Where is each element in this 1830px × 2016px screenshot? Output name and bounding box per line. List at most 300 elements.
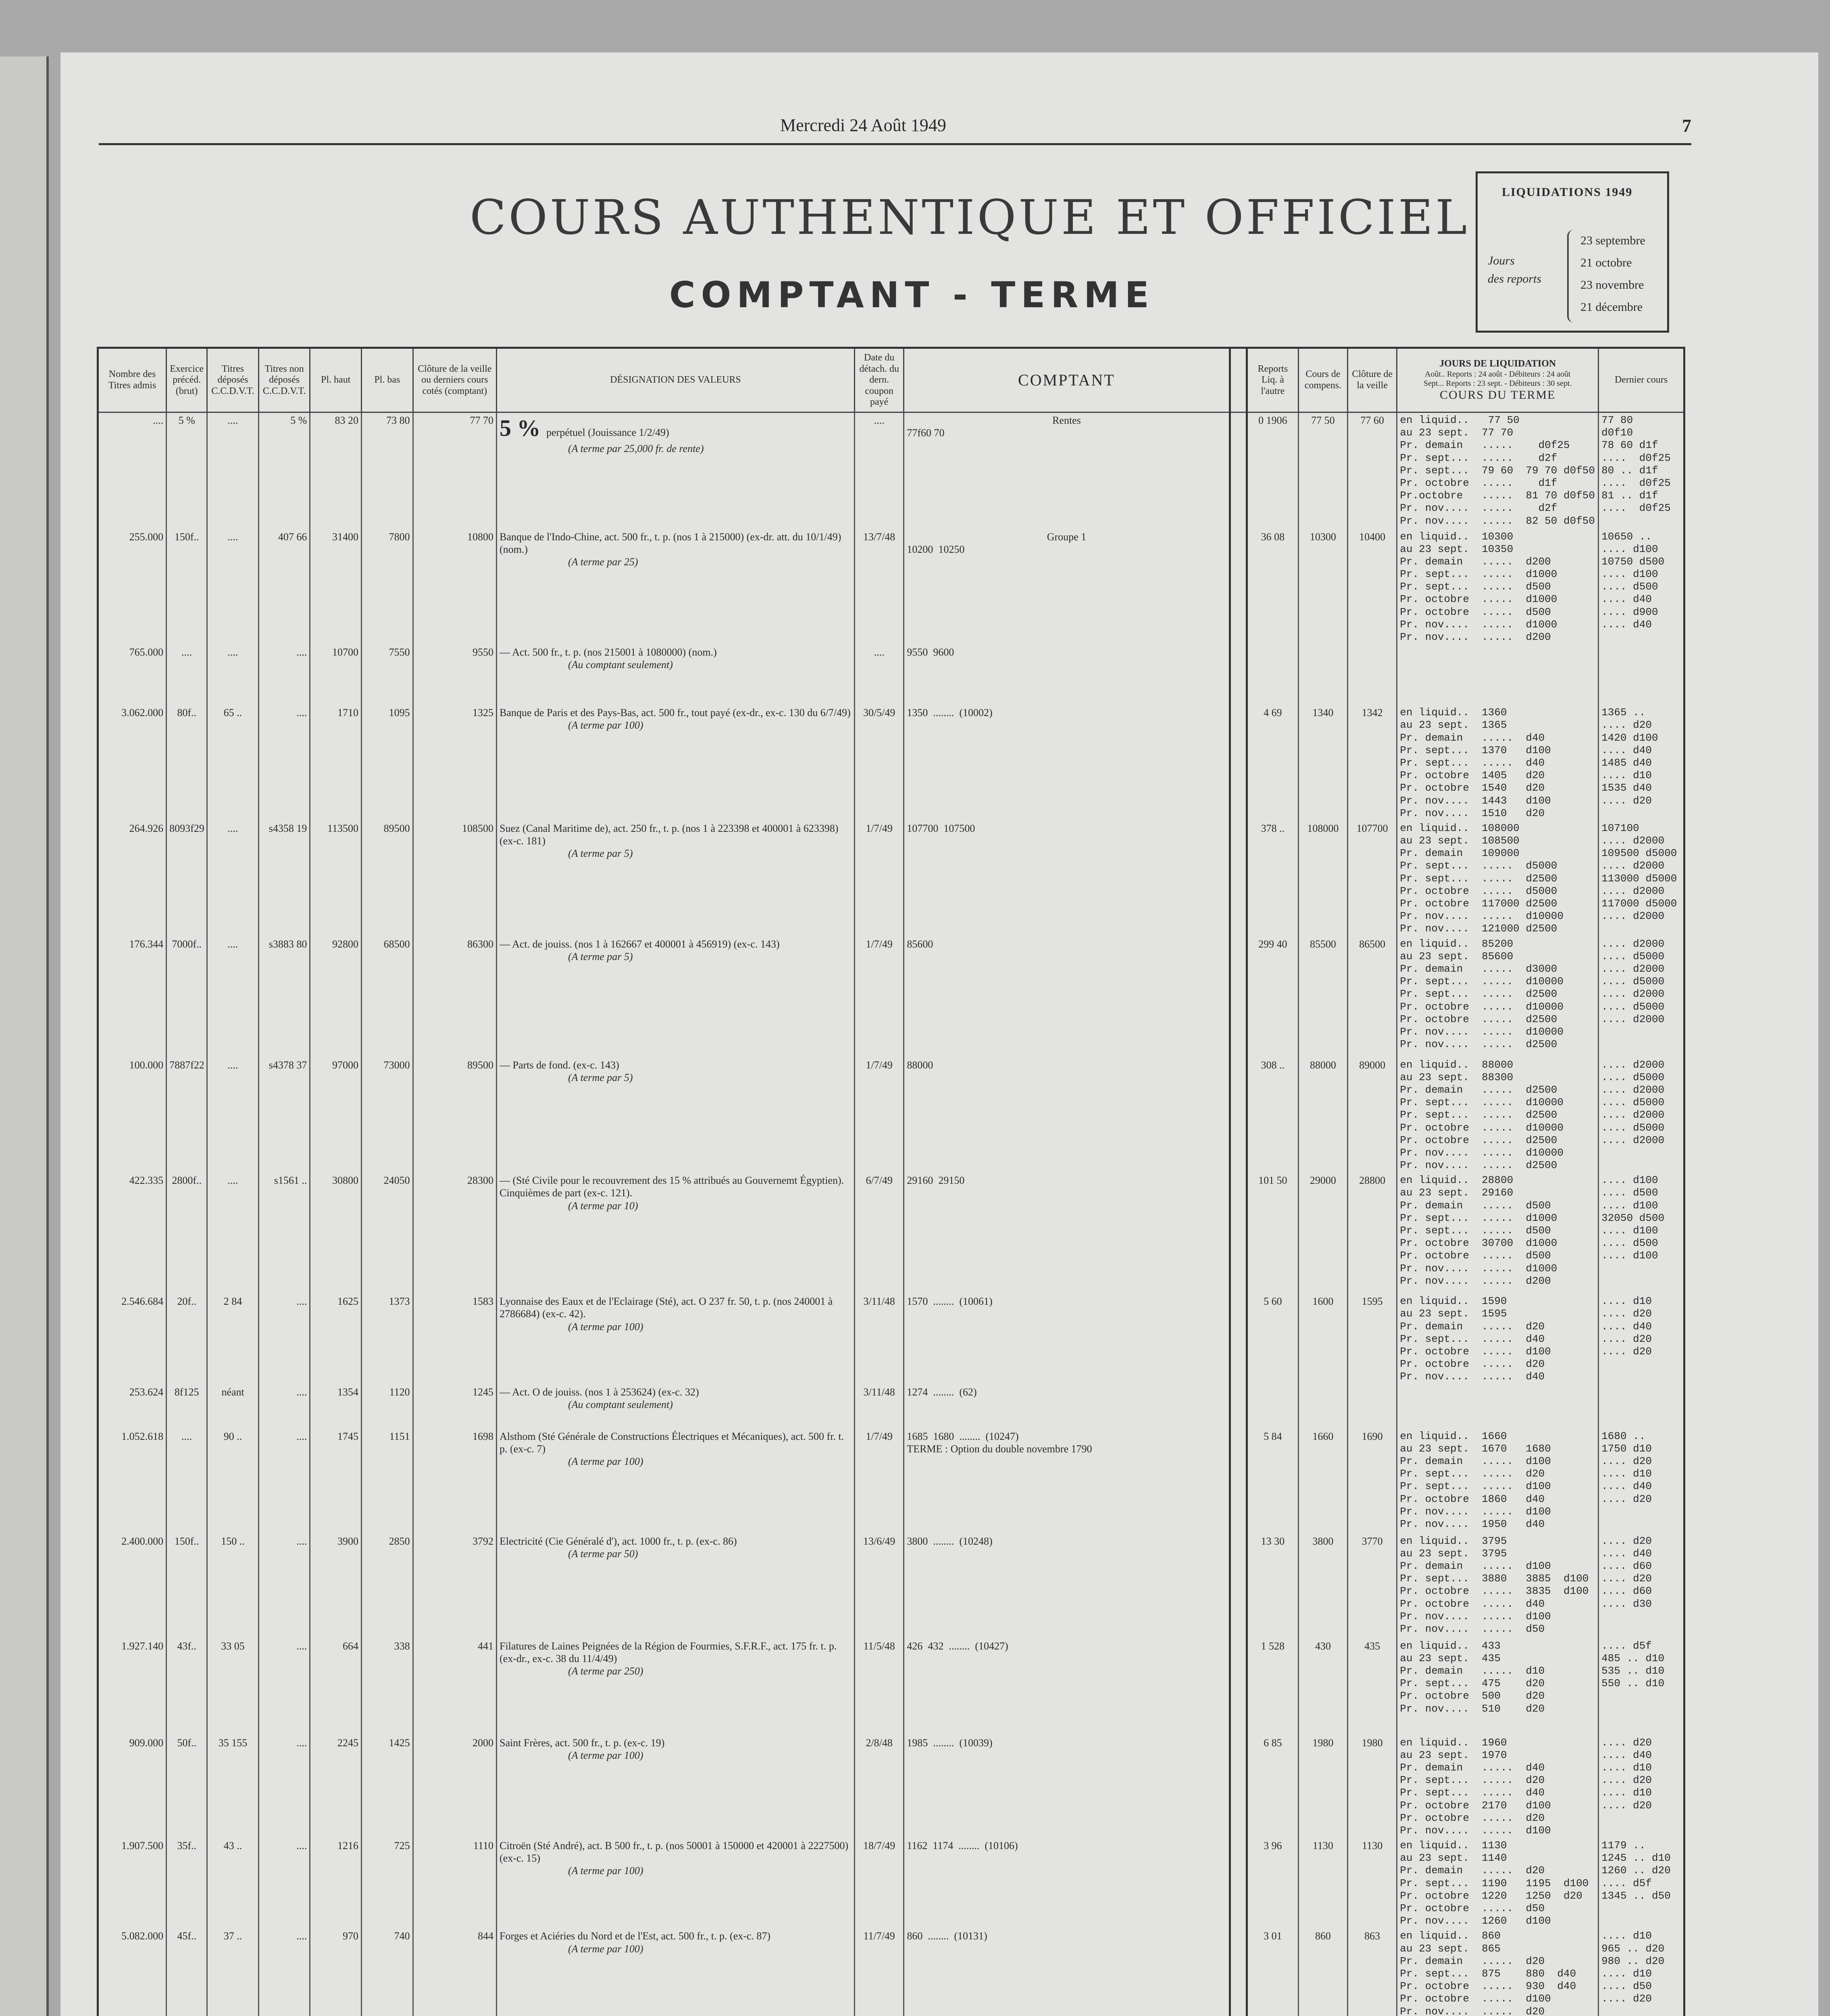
adjacent-page-edge — [0, 56, 49, 2016]
security-terms-note: (A terme par 100) — [568, 1320, 643, 1333]
cell-exercice: 7000f.. — [167, 937, 207, 1058]
security-terms-note: (Au comptant seulement) — [568, 1398, 673, 1410]
cell-designation — [497, 645, 855, 705]
cell-plus-haut: 3900 — [310, 1534, 362, 1639]
cell-coupon-deposes: 35 155 — [207, 1735, 259, 1839]
cell-plus-haut: 2245 — [310, 1735, 362, 1839]
cell-cloture-veille: 435 — [1348, 1639, 1397, 1735]
cell-coupon-deposes: .... — [207, 529, 259, 645]
cell-comptant — [904, 1735, 1230, 1839]
cell-designation — [497, 1735, 855, 1839]
cell-nombre: 3.062.000 — [98, 705, 167, 821]
cell-plus-haut: 664 — [310, 1639, 362, 1735]
cell-reports: 5 84 — [1247, 1429, 1299, 1534]
security-name-text: — Act. O de jouiss. (nos 1 à 253624) (ex-c. 32) — [500, 1386, 699, 1398]
cell-cloture-veille: 1980 — [1348, 1735, 1397, 1839]
cell-exercice: .... — [167, 1429, 207, 1534]
column-separator — [1230, 412, 1247, 529]
cell-coupon-deposes: 43 .. — [207, 1838, 259, 1929]
cell-comptant — [904, 1385, 1230, 1429]
cell-plus-haut: 970 — [310, 1929, 362, 2016]
cell-cours-compens: 1130 — [1298, 1838, 1347, 1929]
cell-cloture: 1110 — [413, 1838, 496, 1929]
cell-term-quotes: en liquid.. 77 50 au 23 sept. 77 70 Pr. demain ..... d0f25 Pr. sept... ..... d2f Pr. sept... 79 60 79 70 d0f50 Pr. octobre ..... d1f Pr.octobre ..... 81 70 d0f50 Pr. nov.... ..... d2f Pr. nov.... ..... 82 50 d0f50 — [1397, 412, 1599, 529]
col-nombre: Nombre des Titres admis — [98, 348, 167, 412]
cell-coupon-non-deposes: s4378 37 — [258, 1058, 310, 1173]
cell-dernier-cours: .... d2000 .... d5000 .... d2000 .... d5000 .... d2000 .... d5000 .... d2000 — [1599, 937, 1684, 1058]
comptant-quotes: 3800 ........ (10248) — [907, 1535, 993, 1547]
cell-plus-bas: 7550 — [362, 645, 413, 705]
cell-nombre: 255.000 — [98, 529, 167, 645]
cell-plus-bas: 73 80 — [362, 412, 413, 529]
security-terms-note: (A terme par 250) — [568, 1665, 643, 1677]
column-separator — [1230, 1838, 1247, 1929]
cell-nombre: 765.000 — [98, 645, 167, 705]
cell-coupon-non-deposes: .... — [258, 1929, 310, 2016]
cell-cloture: 441 — [413, 1639, 496, 1735]
security-terms-note: (A terme par 10) — [568, 1200, 638, 1212]
cell-comptant — [904, 1838, 1230, 1929]
column-separator — [1230, 1429, 1247, 1534]
column-separator — [1230, 529, 1247, 645]
column-separator — [1230, 1385, 1247, 1429]
cell-cloture: 2000 — [413, 1735, 496, 1839]
col-cours-compens: Cours de compens. — [1298, 348, 1347, 412]
cell-cours-compens: 1340 — [1298, 705, 1347, 821]
comptant-quotes: 77f60 70 — [907, 427, 945, 439]
security-name — [500, 531, 852, 556]
cell-term-quotes: en liquid.. 1590 au 23 sept. 1595 Pr. demain ..... d20 Pr. sept... ..... d40 Pr. octobre ..... d100 Pr. octobre ..... d20 Pr. nov.... ..... d40 — [1397, 1294, 1599, 1384]
column-separator — [1230, 937, 1247, 1058]
cell-reports: 5 60 — [1247, 1294, 1299, 1384]
cell-dernier-cours — [1599, 1385, 1684, 1429]
col-jours-liquidation — [1397, 348, 1599, 412]
cell-comptant — [904, 412, 1230, 529]
security-name — [500, 1386, 852, 1398]
security-name — [500, 1930, 852, 1942]
security-terms-note: (A terme par 5) — [568, 848, 633, 860]
cell-comptant — [904, 1294, 1230, 1384]
cell-plus-bas: 1425 — [362, 1735, 413, 1839]
security-name-text: Alsthom (Sté Générale de Constructions Électriques et Mécaniques), act. 500 fr. t. p. (ex-c. 7) — [500, 1430, 844, 1455]
security-name-text: Forges et Aciéries du Nord et de l'Est, act. 500 fr., t. p. (ex-c. 87) — [500, 1930, 771, 1942]
cell-plus-bas: 7800 — [362, 529, 413, 645]
cell-nombre: 5.082.000 — [98, 1929, 167, 2016]
cell-coupon-deposes: 90 .. — [207, 1429, 259, 1534]
col-pl-haut: Pl. haut — [310, 348, 362, 412]
cell-date-detach: 18/7/49 — [855, 1838, 904, 1929]
cell-dernier-cours: 1365 .. .... d20 1420 d100 .... d40 1485 d40 .... d10 1535 d40 .... d20 — [1599, 705, 1684, 821]
table-row — [98, 1534, 1684, 1639]
security-name-text: Filatures de Laines Peignées de la Région de Fourmies, S.F.R.F., act. 175 fr. t. p. (ex-dr., ex-c. 38 du 11/4/49) — [500, 1640, 837, 1664]
cell-cloture: 844 — [413, 1929, 496, 2016]
cell-coupon-deposes: .... — [207, 645, 259, 705]
security-terms-note: (A terme par 5) — [568, 950, 633, 962]
cours-du-terme-label: COURS DU TERME — [1440, 388, 1556, 402]
cell-designation — [497, 821, 855, 937]
security-name — [500, 1737, 852, 1749]
cell-reports: 299 40 — [1247, 937, 1299, 1058]
cell-reports: 4 69 — [1247, 705, 1299, 821]
cell-date-detach: 13/7/48 — [855, 529, 904, 645]
table-row — [98, 1173, 1684, 1294]
comptant-quotes: 88000 — [907, 1059, 933, 1071]
cell-reports: 378 .. — [1247, 821, 1299, 937]
cell-reports: 0 1906 — [1247, 412, 1299, 529]
cell-coupon-deposes: 37 .. — [207, 1929, 259, 2016]
column-separator — [1230, 821, 1247, 937]
cell-designation — [497, 1929, 855, 2016]
cell-cloture-veille: 77 60 — [1348, 412, 1397, 529]
col-date-detach: Date du détach. du dern. coupon payé — [855, 348, 904, 412]
cell-comptant — [904, 1429, 1230, 1534]
cell-cloture: 1325 — [413, 705, 496, 821]
cell-cloture-veille: 1595 — [1348, 1294, 1397, 1384]
cell-plus-bas: 1373 — [362, 1294, 413, 1384]
cell-coupon-non-deposes: s4358 19 — [258, 821, 310, 937]
cell-plus-haut: 1745 — [310, 1429, 362, 1534]
liquidations-heading: LIQUIDATIONS 1949 — [1502, 185, 1633, 199]
cell-nombre: 1.927.140 — [98, 1639, 167, 1735]
cell-designation — [497, 1173, 855, 1294]
security-terms-note: (A terme par 50) — [568, 1547, 638, 1560]
cell-dernier-cours: .... d2000 .... d5000 .... d2000 .... d5000 .... d2000 .... d5000 .... d2000 — [1599, 1058, 1684, 1173]
security-name-text: — (Sté Civile pour le recouvrement des 15 % attribués au Gouvernemt Égyptien). Cinquièmes de part (ex-c. 121). — [500, 1175, 844, 1199]
cell-reports: 36 08 — [1247, 529, 1299, 645]
page-title: COURS AUTHENTIQUE ET OFFICIEL — [470, 190, 1470, 245]
table-row — [98, 1929, 1684, 2016]
cell-reports: 3 96 — [1247, 1838, 1299, 1929]
page-number: 7 — [1682, 115, 1691, 136]
security-terms-note: (A terme par 25) — [568, 556, 638, 568]
group-label: Groupe 1 — [1047, 531, 1087, 543]
table-row — [98, 1735, 1684, 1839]
security-name — [500, 414, 852, 442]
cell-plus-haut: 30800 — [310, 1173, 362, 1294]
cell-cloture-veille — [1348, 1385, 1397, 1429]
cell-dernier-cours: 10650 .. .... d100 10750 d500 .... d100 .... d500 .... d40 .... d900 .... d40 — [1599, 529, 1684, 645]
cell-cours-compens: 1660 — [1298, 1429, 1347, 1534]
header-row — [98, 348, 1684, 412]
quotes-table — [97, 347, 1685, 2016]
cell-comptant — [904, 1534, 1230, 1639]
security-name-text: Lyonnaise des Eaux et de l'Eclairage (Sté), act. O 237 fr. 50, t. p. (nos 240001 à 2786684) (ex-c. 42). — [500, 1295, 833, 1320]
col-titres-non-deposes: Titres non déposés C.C.D.V.T. — [258, 348, 310, 412]
cell-designation — [497, 529, 855, 645]
cell-reports: 1 528 — [1247, 1639, 1299, 1735]
cell-reports: 13 30 — [1247, 1534, 1299, 1639]
cell-coupon-non-deposes: .... — [258, 1735, 310, 1839]
cell-dernier-cours: .... d20 .... d40 .... d60 .... d20 .... d60 .... d30 — [1599, 1534, 1684, 1639]
col-designation: DÉSIGNATION DES VALEURS — [497, 348, 855, 412]
cell-term-quotes: en liquid.. 108000 au 23 sept. 108500 Pr. demain 109000 Pr. sept... ..... d5000 Pr. sept... ..... d2500 Pr. octobre ..... d5000 Pr. octobre 117000 d2500 Pr. nov.... ..... d10000 Pr. nov.... 121000 d2500 — [1397, 821, 1599, 937]
cell-date-detach: 2/8/48 — [855, 1735, 904, 1839]
cell-comptant — [904, 1929, 1230, 2016]
cell-nombre: .... — [98, 412, 167, 529]
col-pl-bas: Pl. bas — [362, 348, 413, 412]
cell-plus-haut: 1354 — [310, 1385, 362, 1429]
cell-nombre: 422.335 — [98, 1173, 167, 1294]
cell-dernier-cours: 107100 .... d2000 109500 d5000 .... d2000 113000 d5000 .... d2000 117000 d5000 .... d2000 — [1599, 821, 1684, 937]
liq-date: 21 décembre — [1580, 300, 1643, 314]
cell-exercice: 20f.. — [167, 1294, 207, 1384]
cell-date-detach: 6/7/49 — [855, 1173, 904, 1294]
cell-coupon-non-deposes: .... — [258, 1838, 310, 1929]
cell-dernier-cours: .... d100 .... d500 .... d100 32050 d500 .... d100 .... d500 .... d100 — [1599, 1173, 1684, 1294]
column-separator — [1230, 1173, 1247, 1294]
comptant-quotes: 1685 1680 ........ (10247) TERME : Option du double novembre 1790 — [907, 1430, 1092, 1455]
security-name — [500, 1535, 852, 1547]
security-name — [500, 706, 852, 719]
cell-date-detach: 1/7/49 — [855, 821, 904, 937]
cell-term-quotes: en liquid.. 85200 au 23 sept. 85600 Pr. demain ..... d3000 Pr. sept... ..... d10000 Pr. sept... ..... d2500 Pr. octobre ..... d10000 Pr. octobre ..... d2500 Pr. nov.... ..... d10000 Pr. nov.... ..... d2500 — [1397, 937, 1599, 1058]
cell-cloture-veille: 10400 — [1348, 529, 1397, 645]
security-name-text: Banque de l'Indo-Chine, act. 500 fr., t. p. (nos 1 à 215000) (ex-dr. att. du 10/1/49) (nom.) — [500, 531, 841, 555]
cell-exercice: 2800f.. — [167, 1173, 207, 1294]
cell-cloture-veille: 89000 — [1348, 1058, 1397, 1173]
cell-coupon-deposes: 33 05 — [207, 1639, 259, 1735]
cell-cloture: 9550 — [413, 645, 496, 705]
comptant-quotes: 426 432 ........ (10427) — [907, 1640, 1008, 1652]
cell-cours-compens: 1980 — [1298, 1735, 1347, 1839]
comptant-quotes: 1162 1174 ........ (10106) — [907, 1840, 1018, 1852]
cell-plus-bas: 73000 — [362, 1058, 413, 1173]
cell-plus-haut: 1216 — [310, 1838, 362, 1929]
table-body — [98, 412, 1684, 2016]
liq-date: 23 novembre — [1580, 278, 1644, 292]
security-name — [500, 1059, 852, 1071]
cell-cloture-veille — [1348, 645, 1397, 705]
cell-cloture: 1698 — [413, 1429, 496, 1534]
cell-coupon-deposes: néant — [207, 1385, 259, 1429]
comptant-quotes: 10200 10250 — [907, 543, 965, 555]
cell-cours-compens — [1298, 1385, 1347, 1429]
cell-cloture: 1583 — [413, 1294, 496, 1384]
column-separator — [1230, 1735, 1247, 1839]
cell-date-detach: 11/5/48 — [855, 1639, 904, 1735]
cell-exercice: 7887f22 — [167, 1058, 207, 1173]
cell-designation — [497, 1058, 855, 1173]
security-name-text: Suez (Canal Maritime de), act. 250 fr., t. p. (nos 1 à 223398 et 400001 à 623398) (ex-c. 181) — [500, 822, 839, 847]
cell-reports — [1247, 1385, 1299, 1429]
cell-cours-compens: 108000 — [1298, 821, 1347, 937]
cell-designation — [497, 1838, 855, 1929]
col-reports: Reports Liq. à l'autre — [1247, 348, 1299, 412]
cell-cours-compens: 3800 — [1298, 1534, 1347, 1639]
column-separator — [1230, 348, 1247, 412]
cell-coupon-deposes: .... — [207, 937, 259, 1058]
cell-nombre: 1.052.618 — [98, 1429, 167, 1534]
cell-coupon-non-deposes: s3883 80 — [258, 937, 310, 1058]
cell-date-detach: 1/7/49 — [855, 937, 904, 1058]
cell-designation — [497, 1385, 855, 1429]
comptant-quotes: 1350 ........ (10002) — [907, 707, 993, 719]
column-separator — [1230, 1534, 1247, 1639]
cell-plus-haut: 1625 — [310, 1294, 362, 1384]
cell-cloture: 86300 — [413, 937, 496, 1058]
jours-liq-line: Août.. Reports : 24 août - Débiteurs : 24 août — [1424, 369, 1571, 379]
cell-date-detach: 30/5/49 — [855, 705, 904, 821]
security-name-text: perpétuel (Jouissance 1/2/49) — [546, 427, 669, 438]
cell-term-quotes: en liquid.. 433 au 23 sept. 435 Pr. demain ..... d10 Pr. sept... 475 d20 Pr. octobre 500 d20 Pr. nov.... 510 d20 — [1397, 1639, 1599, 1735]
cell-cloture-veille: 107700 — [1348, 821, 1397, 937]
cell-plus-haut: 10700 — [310, 645, 362, 705]
cell-nombre: 264.926 — [98, 821, 167, 937]
cell-coupon-deposes: .... — [207, 412, 259, 529]
cell-dernier-cours: .... d5f 485 .. d10 535 .. d10 550 .. d10 — [1599, 1639, 1684, 1735]
cell-comptant — [904, 529, 1230, 645]
col-comptant: COMPTANT — [904, 348, 1230, 412]
cell-dernier-cours: 77 80 d0f10 78 60 d1f .... d0f25 80 .. d1f .... d0f25 81 .. d1f .... d0f25 — [1599, 412, 1684, 529]
reports-label: des reports — [1488, 272, 1542, 285]
cell-plus-haut: 92800 — [310, 937, 362, 1058]
table-row — [98, 705, 1684, 821]
cell-designation — [497, 1639, 855, 1735]
table-row — [98, 1838, 1684, 1929]
cell-reports — [1247, 645, 1299, 705]
column-separator — [1230, 645, 1247, 705]
col-cloture: Clôture de la veille ou derniers cours cotés (comptant) — [413, 348, 496, 412]
security-terms-note: (A terme par 100) — [568, 1749, 643, 1761]
cell-cloture-veille: 863 — [1348, 1929, 1397, 2016]
table-row — [98, 1639, 1684, 1735]
column-separator — [1230, 1929, 1247, 2016]
table-row — [98, 412, 1684, 529]
cell-plus-bas: 2850 — [362, 1534, 413, 1639]
cell-dernier-cours: 1680 .. 1750 d10 .... d20 .... d10 .... d40 .... d20 — [1599, 1429, 1684, 1534]
cell-nombre: 253.624 — [98, 1385, 167, 1429]
security-name — [500, 822, 852, 847]
security-terms-note: (A terme par 100) — [568, 1943, 643, 1955]
col-exercice: Exercice précéd. (brut) — [167, 348, 207, 412]
cell-plus-bas: 68500 — [362, 937, 413, 1058]
cell-designation — [497, 1429, 855, 1534]
cell-exercice: 150f.. — [167, 529, 207, 645]
cell-dernier-cours — [1599, 645, 1684, 705]
cell-reports: 101 50 — [1247, 1173, 1299, 1294]
column-separator — [1230, 1294, 1247, 1384]
cell-cours-compens: 10300 — [1298, 529, 1347, 645]
cell-plus-bas: 338 — [362, 1639, 413, 1735]
cell-cours-compens: 85500 — [1298, 937, 1347, 1058]
column-separator — [1230, 705, 1247, 821]
security-name — [500, 1839, 852, 1864]
cell-exercice: 80f.. — [167, 705, 207, 821]
cell-plus-haut: 31400 — [310, 529, 362, 645]
cell-date-detach: 3/11/48 — [855, 1385, 904, 1429]
comptant-quotes: 860 ........ (10131) — [907, 1930, 987, 1942]
cell-dernier-cours: .... d20 .... d40 .... d10 .... d20 .... d10 .... d20 — [1599, 1735, 1684, 1839]
cell-cours-compens: 430 — [1298, 1639, 1347, 1735]
cell-nombre: 2.400.000 — [98, 1534, 167, 1639]
security-name-prefix: 5 % — [500, 415, 546, 441]
cell-coupon-deposes: 2 84 — [207, 1294, 259, 1384]
cell-exercice: 5 % — [167, 412, 207, 529]
security-terms-note: (A terme par 100) — [568, 1455, 643, 1467]
table-row — [98, 529, 1684, 645]
cell-plus-bas: 1120 — [362, 1385, 413, 1429]
cell-cours-compens: 88000 — [1298, 1058, 1347, 1173]
cell-cloture: 108500 — [413, 821, 496, 937]
page-header — [99, 115, 1691, 145]
cell-coupon-non-deposes: 5 % — [258, 412, 310, 529]
column-separator — [1230, 1058, 1247, 1173]
cell-comptant — [904, 821, 1230, 937]
cell-plus-haut: 1710 — [310, 705, 362, 821]
cell-term-quotes — [1397, 645, 1599, 705]
security-name — [500, 1430, 852, 1455]
cell-exercice: .... — [167, 645, 207, 705]
jours-liq-line: Sept... Reports : 23 sept. - Débiteurs : 30 sept. — [1423, 379, 1572, 388]
cell-coupon-deposes: 150 .. — [207, 1534, 259, 1639]
cell-nombre: 176.344 — [98, 937, 167, 1058]
cell-nombre: 100.000 — [98, 1058, 167, 1173]
cell-date-detach: 3/11/48 — [855, 1294, 904, 1384]
cell-coupon-non-deposes: .... — [258, 705, 310, 821]
cell-cloture-veille: 28800 — [1348, 1173, 1397, 1294]
security-terms-note: (A terme par 100) — [568, 1865, 643, 1877]
cell-cloture: 1245 — [413, 1385, 496, 1429]
cell-nombre: 909.000 — [98, 1735, 167, 1839]
liq-date: 21 octobre — [1580, 256, 1632, 269]
security-name — [500, 1295, 852, 1320]
cell-date-detach: 13/6/49 — [855, 1534, 904, 1639]
cell-nombre: 1.907.500 — [98, 1838, 167, 1929]
cell-coupon-non-deposes: 407 66 — [258, 529, 310, 645]
cell-comptant — [904, 937, 1230, 1058]
cell-comptant — [904, 1058, 1230, 1173]
cell-exercice: 50f.. — [167, 1735, 207, 1839]
security-terms-note: (A terme par 100) — [568, 719, 643, 731]
cell-exercice: 43f.. — [167, 1639, 207, 1735]
cell-dernier-cours: .... d10 .... d20 .... d40 .... d20 .... d20 — [1599, 1294, 1684, 1384]
cell-exercice: 150f.. — [167, 1534, 207, 1639]
security-terms-note: (Au comptant seulement) — [568, 659, 673, 671]
cell-term-quotes: en liquid.. 10300 au 23 sept. 10350 Pr. demain ..... d200 Pr. sept... ..... d1000 Pr. sept... ..... d500 Pr. octobre ..... d1000 Pr. octobre ..... d500 Pr. nov.... ..... d1000 Pr. nov.... ..... d200 — [1397, 529, 1599, 645]
col-cloture-veille: Clôture de la veille — [1348, 348, 1397, 412]
cell-term-quotes: en liquid.. 1360 au 23 sept. 1365 Pr. demain ..... d40 Pr. sept... 1370 d100 Pr. sept... ..... d40 Pr. octobre 1405 d20 Pr. octobre 1540 d20 Pr. nov.... 1443 d100 Pr. nov.... 1510 d20 — [1397, 705, 1599, 821]
cell-cloture: 89500 — [413, 1058, 496, 1173]
jours-liq-title: JOURS DE LIQUIDATION — [1439, 358, 1556, 369]
cell-exercice: 35f.. — [167, 1838, 207, 1929]
cell-term-quotes: en liquid.. 88000 au 23 sept. 88300 Pr. demain ..... d2500 Pr. sept... ..... d10000 Pr. sept... ..... d2500 Pr. octobre ..... d10000 Pr. octobre ..... d2500 Pr. nov.... ..... d10000 Pr. nov.... ..... d2500 — [1397, 1058, 1599, 1173]
comptant-quotes: 29160 29150 — [907, 1175, 965, 1187]
cell-coupon-non-deposes: .... — [258, 645, 310, 705]
cell-reports: 308 .. — [1247, 1058, 1299, 1173]
cell-cloture-veille: 86500 — [1348, 937, 1397, 1058]
cell-plus-haut: 83 20 — [310, 412, 362, 529]
jours-label: Jours — [1488, 254, 1515, 267]
security-name-text: Saint Frères, act. 500 fr., t. p. (ex-c. 19) — [500, 1737, 665, 1749]
liq-date: 23 septembre — [1580, 234, 1645, 247]
cell-plus-bas: 725 — [362, 1838, 413, 1929]
column-separator — [1230, 1639, 1247, 1735]
table-row — [98, 821, 1684, 937]
col-titres-deposes: Titres déposés C.C.D.V.T. — [207, 348, 259, 412]
liquidations-box — [1476, 171, 1669, 333]
cell-exercice: 45f.. — [167, 1929, 207, 2016]
cell-cloture-veille: 1690 — [1348, 1429, 1397, 1534]
cell-cloture: 28300 — [413, 1173, 496, 1294]
table-row — [98, 937, 1684, 1058]
cell-term-quotes: en liquid.. 1130 au 23 sept. 1140 Pr. demain ..... d20 Pr. sept... 1190 1195 d100 Pr. octobre 1220 1250 d20 Pr. octobre ..... d50 Pr. nov.... 1260 d100 — [1397, 1838, 1599, 1929]
cell-cloture: 77 70 — [413, 412, 496, 529]
cell-dernier-cours: .... d10 965 .. d20 980 .. d20 .... d10 .... d50 .... d20 — [1599, 1929, 1684, 2016]
cell-cours-compens: 29000 — [1298, 1173, 1347, 1294]
cell-cours-compens — [1298, 645, 1347, 705]
table-row — [98, 1294, 1684, 1384]
cell-date-detach: .... — [855, 412, 904, 529]
